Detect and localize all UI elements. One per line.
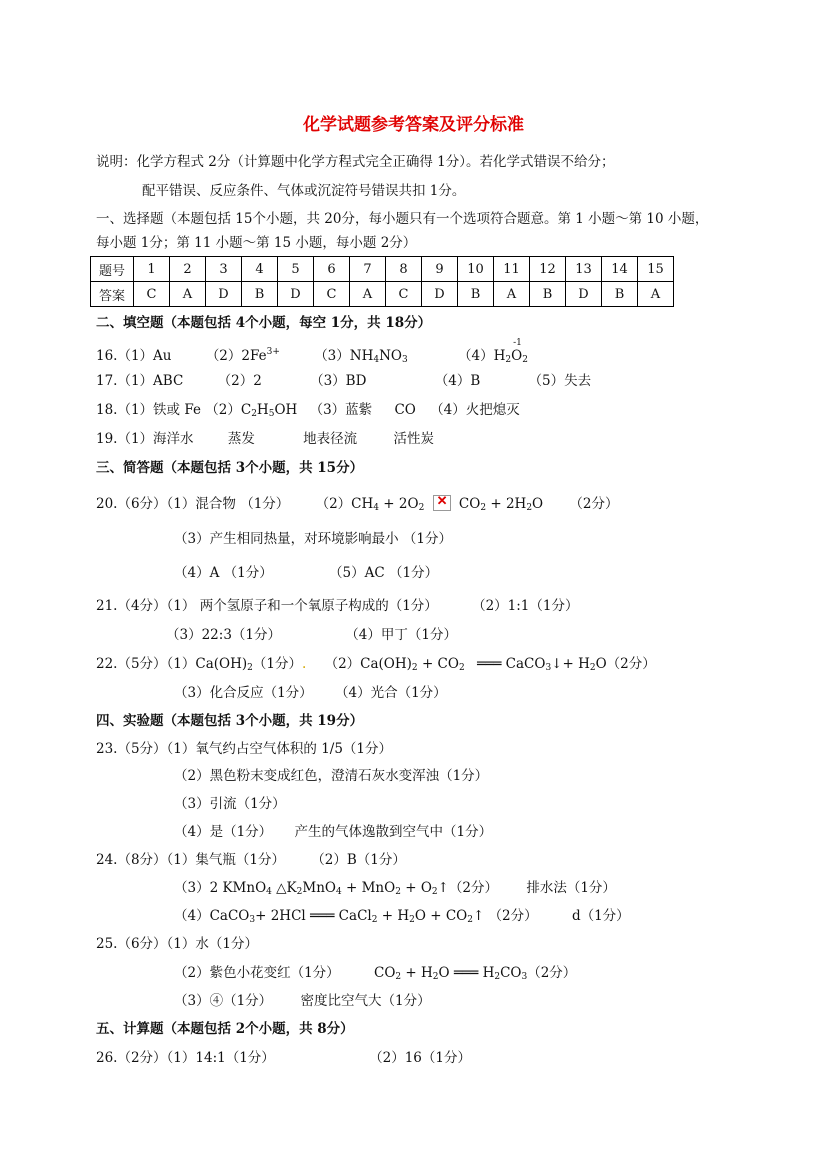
q24-line-2: （3）2 KMnO$_4$ $\triangle K_2MnO_4 + MnO_2$ + $O_2↑(2$分） 排水法（1分）	[174, 880, 616, 897]
q20-line-2: （3）产生相同热量，对环境影响最小 （1分）	[174, 531, 452, 547]
table-cell: A	[494, 282, 530, 307]
table-cell: D	[206, 282, 242, 307]
q21-line-2: （3）22:3（1分） （4）甲丁（1分）	[166, 627, 457, 643]
q18-line: 18.（1）铁或 Fe $(2)C_2H_5OH$ （3）蓝紫 CO （4）火把熄灭	[96, 402, 520, 419]
valence-mark: -1	[513, 338, 522, 348]
answer-table	[90, 256, 674, 307]
table-cell: 12	[530, 257, 566, 282]
table-cell: D	[278, 282, 314, 307]
table-cell: 5	[278, 257, 314, 282]
q20-equation: $(2)CH_4 + 2O_2$	[315, 496, 425, 513]
q20-line-3: （4）A （1分） （5）AC （1分）	[174, 565, 439, 581]
q23-line-3: （3）引流（1分）	[174, 796, 286, 812]
q19-line: 19.（1）海洋水 蒸发 地表径流 活性炭	[96, 431, 434, 447]
q26-line-1: 26.（2分）（1）14:1（1分） （2）16（1分）	[96, 1050, 471, 1066]
table-cell: C	[314, 282, 350, 307]
table-row-answers	[91, 282, 674, 307]
page-title: 化学试题参考答案及评分标准	[303, 115, 524, 135]
table-cell: A	[638, 282, 674, 307]
table-cell: 9	[422, 257, 458, 282]
table-cell: 1	[134, 257, 170, 282]
broken-image-icon: ✕	[433, 495, 451, 511]
q17-line: 17.（1）ABC （2）2 （3）BD （4）B （5）失去	[96, 373, 592, 389]
section-5-heading: 五、计算题（本题包括 2个小题，共 8分）	[96, 1021, 354, 1037]
table-cell: A	[170, 282, 206, 307]
table-cell: D	[566, 282, 602, 307]
table-cell: 10	[458, 257, 494, 282]
table-cell: 3	[206, 257, 242, 282]
note-line-2: 配平错误、反应条件、气体或沉淀符号错误共扣 1分。	[142, 183, 466, 199]
q23-line-1: 23.（5分）（1）氧气约占空气体积的 1/5（1分）	[96, 741, 393, 757]
table-cell: 2	[170, 257, 206, 282]
q22-line-1: 22.（5分）$(1)Ca(OH)_2(1$分）. $(2)Ca(OH)_2 + CO_2$ ═══ CaCO$_3$↓+ $H_2O(2$分）	[96, 656, 656, 673]
section-3-heading: 三、简答题（本题包括 3个小题，共 15分）	[96, 460, 364, 476]
table-cell: A	[350, 282, 386, 307]
table-head-number: 题号	[91, 257, 134, 282]
table-cell: 4	[242, 257, 278, 282]
table-cell: B	[602, 282, 638, 307]
yellow-dot: .	[301, 656, 307, 672]
q24-line-3: （4）CaCO$_3$+ 2HCl ═══ CaCl$_2$ + $H_2O$ + $CO_2↑$ （2分） d（1分）	[174, 908, 630, 925]
table-cell: 7	[350, 257, 386, 282]
table-cell: 14	[602, 257, 638, 282]
q16-part-4: $(4)H_2$ -1 $O_2$	[458, 348, 528, 364]
section-1-heading: 一、选择题（本题包括 15个小题，共 20分，每小题只有一个选项符合题意。第 1 小题～第 10 小题，	[96, 211, 709, 227]
q25-line-2: （2）紫色小花变红（1分） $CO_2 + H_2O$ ═══ $H_2CO_3(2$分）	[174, 965, 577, 982]
q16-part-3: $(3)NH_4NO_3$	[314, 348, 408, 365]
table-cell: 13	[566, 257, 602, 282]
table-head-answer: 答案	[91, 282, 134, 307]
table-cell: 11	[494, 257, 530, 282]
table-row-numbers	[91, 257, 674, 282]
table-cell: 8	[386, 257, 422, 282]
note-line-1: 说明：化学方程式 2分（计算题中化学方程式完全正确得 1分）。若化学式错误不给分；	[96, 154, 615, 170]
q22-line-2: （3）化合反应（1分） （4）光合（1分）	[174, 685, 447, 701]
q23-line-4: （4）是（1分） 产生的气体逸散到空气中（1分）	[174, 824, 493, 840]
q25-line-1: 25.（6分）（1）水（1分）	[96, 936, 258, 952]
q25-line-3: （3）④（1分） 密度比空气大（1分）	[174, 993, 431, 1009]
q16-part-2: $(2)2Fe^{3+}$	[205, 347, 280, 364]
table-cell: 6	[314, 257, 350, 282]
section-1-heading-cont: 每小题 1分；第 11 小题～第 15 小题，每小题 2分）	[96, 235, 417, 251]
section-2-heading: 二、填空题（本题包括 4个小题，每空 1分，共 18分）	[96, 315, 432, 331]
table-cell: B	[242, 282, 278, 307]
section-4-heading: 四、实验题（本题包括 3个小题，共 19分）	[96, 713, 364, 729]
table-cell: B	[530, 282, 566, 307]
table-cell: B	[458, 282, 494, 307]
q18-part-2: $(2)C_2H_5OH$	[205, 402, 298, 419]
q16-part-1: 16.（1）Au	[96, 348, 172, 364]
q20-line-1: 20.（6分）（1）混合物 （1分） $(2)CH_4 + 2O_2$ ✕ $CO_2 + 2H_2O$ （2分）	[96, 494, 619, 513]
table-cell: 15	[638, 257, 674, 282]
q21-line-1: 21.（4分）（1） 两个氢原子和一个氧原子构成的（1分） （2）1:1（1分）	[96, 598, 579, 614]
q16-line	[96, 338, 528, 369]
q24-line-1: 24.（8分）（1）集气瓶（1分） （2）B（1分）	[96, 852, 406, 868]
table-cell: D	[422, 282, 458, 307]
q23-line-2: （2）黑色粉末变成红色，澄清石灰水变浑浊（1分）	[174, 768, 489, 784]
table-cell: C	[386, 282, 422, 307]
table-cell: C	[134, 282, 170, 307]
